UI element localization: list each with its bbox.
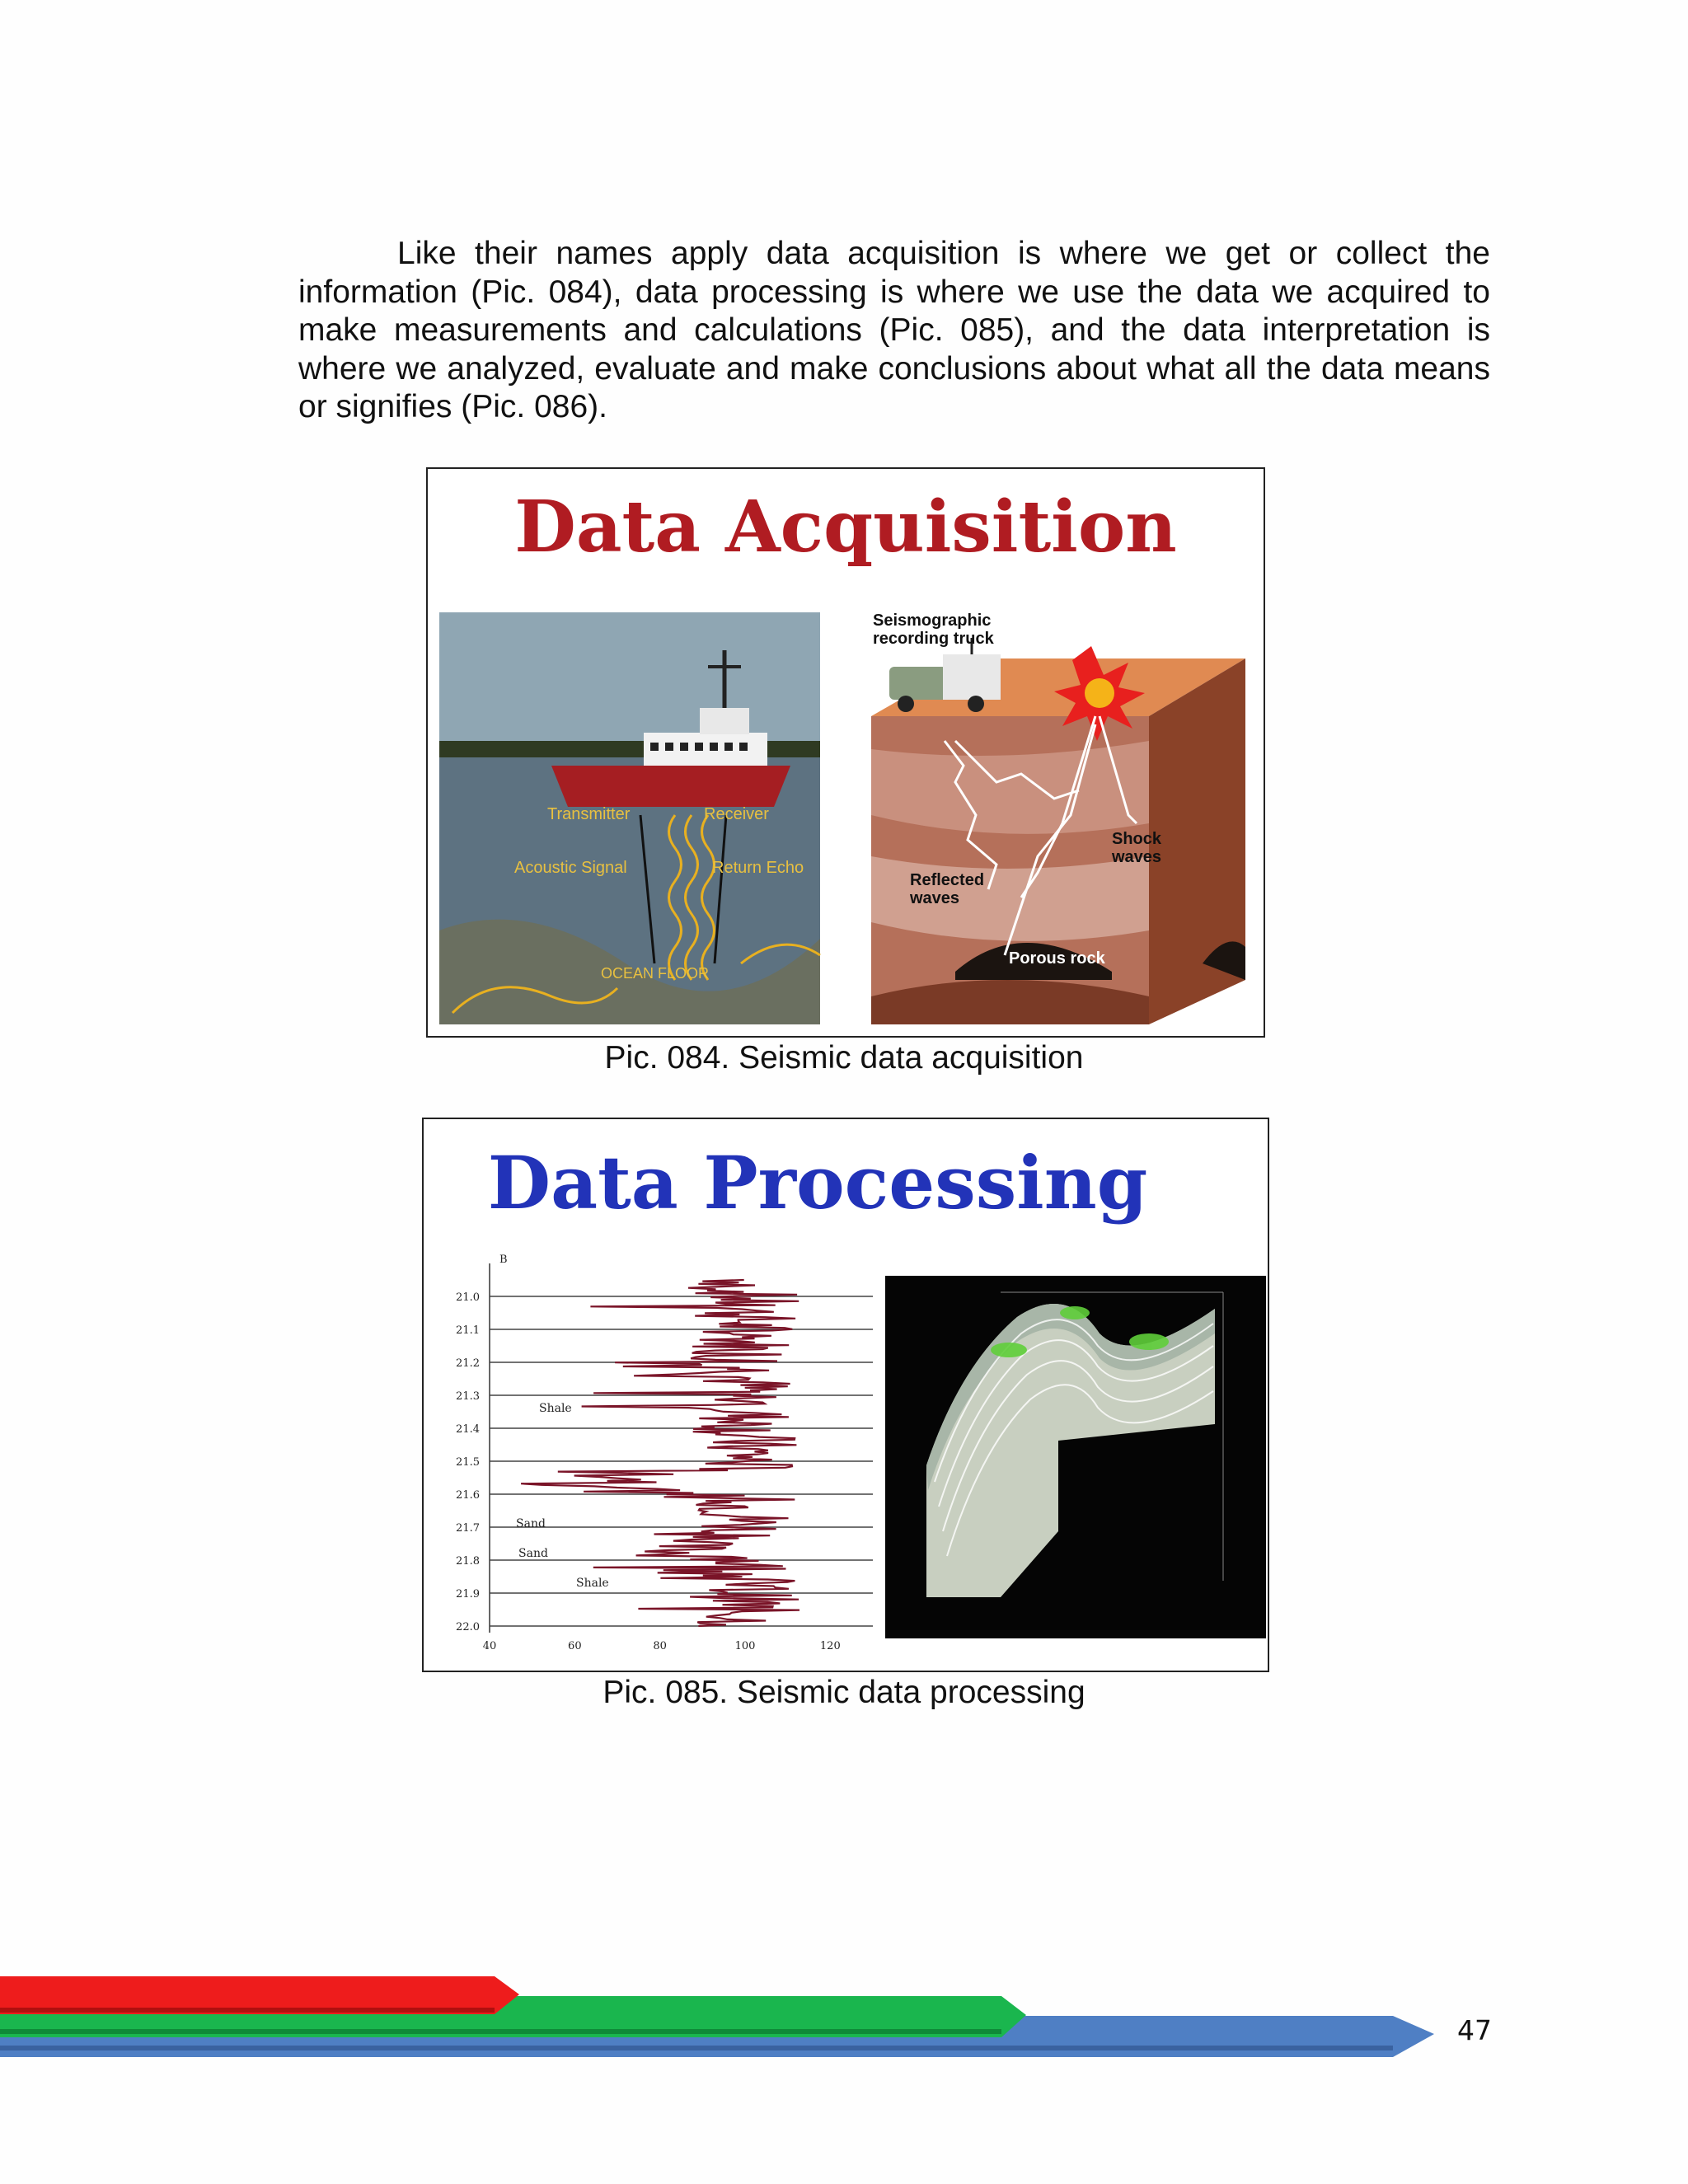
chart-x-tick-label: 60	[568, 1640, 582, 1652]
figure-data-processing	[422, 1118, 1269, 1672]
svg-text:Seismographic: Seismographic	[873, 612, 992, 630]
land-survey-illustration	[832, 612, 1252, 1024]
body-text: Like their names apply data acquisition is where we get or collect the information (Pic. 084), data processing is where we use the data we acquired to make measurements and calculations (Pic. 085), and the data interpretation is where we analyzed, evaluate and make conclusions about what all the data means or signifies (Pic. 086).	[298, 236, 1490, 424]
ship-icon	[551, 766, 790, 807]
figure1-title: Data Acquisition	[514, 485, 1177, 569]
figure1-caption: Pic. 084. Seismic data acquisition	[604, 1040, 1084, 1076]
chart-y-tick-label: 21.6	[456, 1489, 480, 1502]
chart-y-tick-label: 21.9	[456, 1588, 480, 1601]
chart-y-tick-label: 21.4	[456, 1423, 480, 1436]
figure-data-acquisition	[426, 467, 1265, 1038]
svg-text:Porous rock: Porous rock	[1009, 949, 1105, 968]
svg-text:OCEAN FLOOR: OCEAN FLOOR	[601, 965, 710, 982]
chart-annotation: Shale	[539, 1402, 572, 1415]
chart-y-tick-label: 21.8	[456, 1555, 480, 1568]
figure2-title: Data Processing	[487, 1140, 1148, 1226]
footer-arrows-decoration	[0, 1970, 1451, 2069]
chart-annotation: Sand	[518, 1547, 548, 1560]
svg-text:recording truck: recording truck	[873, 630, 994, 648]
chart-x-tick-label: 100	[734, 1640, 756, 1652]
svg-text:Receiver: Receiver	[704, 805, 769, 823]
chart-ylabel-top: B	[499, 1254, 508, 1266]
marine-survey-illustration	[439, 612, 820, 1024]
chart-log-trace	[521, 1280, 799, 1626]
svg-text:Transmitter: Transmitter	[547, 805, 631, 823]
chart-x-tick-label: 120	[819, 1640, 841, 1652]
chart-y-tick-label: 21.5	[456, 1456, 480, 1469]
chart-y-tick-label: 21.0	[456, 1291, 480, 1304]
chart-x-tick-label: 80	[653, 1640, 667, 1652]
svg-text:Shock: Shock	[1112, 830, 1162, 848]
figure2-caption: Pic. 085. Seismic data processing	[603, 1675, 1085, 1710]
chart-y-tick-label: 21.1	[456, 1324, 480, 1337]
svg-text:Acoustic Signal: Acoustic Signal	[514, 859, 627, 877]
chart-y-tick-label: 22.0	[456, 1621, 480, 1633]
well-log-chart	[456, 1263, 873, 1652]
chart-x-tick-label: 40	[482, 1640, 497, 1652]
seismic-volume-illustration	[885, 1276, 1266, 1638]
page-number: 47	[1457, 2014, 1492, 2046]
chart-y-tick-label: 21.2	[456, 1357, 480, 1370]
body-paragraph	[298, 235, 1490, 427]
svg-text:waves: waves	[910, 889, 960, 907]
chart-y-tick-label: 21.7	[456, 1522, 480, 1535]
chart-annotation: Shale	[576, 1577, 609, 1590]
svg-text:waves: waves	[1112, 848, 1162, 866]
chart-y-tick-label: 21.3	[456, 1390, 480, 1403]
svg-text:Reflected: Reflected	[910, 871, 985, 889]
svg-text:Return Echo: Return Echo	[712, 859, 804, 877]
chart-annotation: Sand	[516, 1517, 546, 1530]
